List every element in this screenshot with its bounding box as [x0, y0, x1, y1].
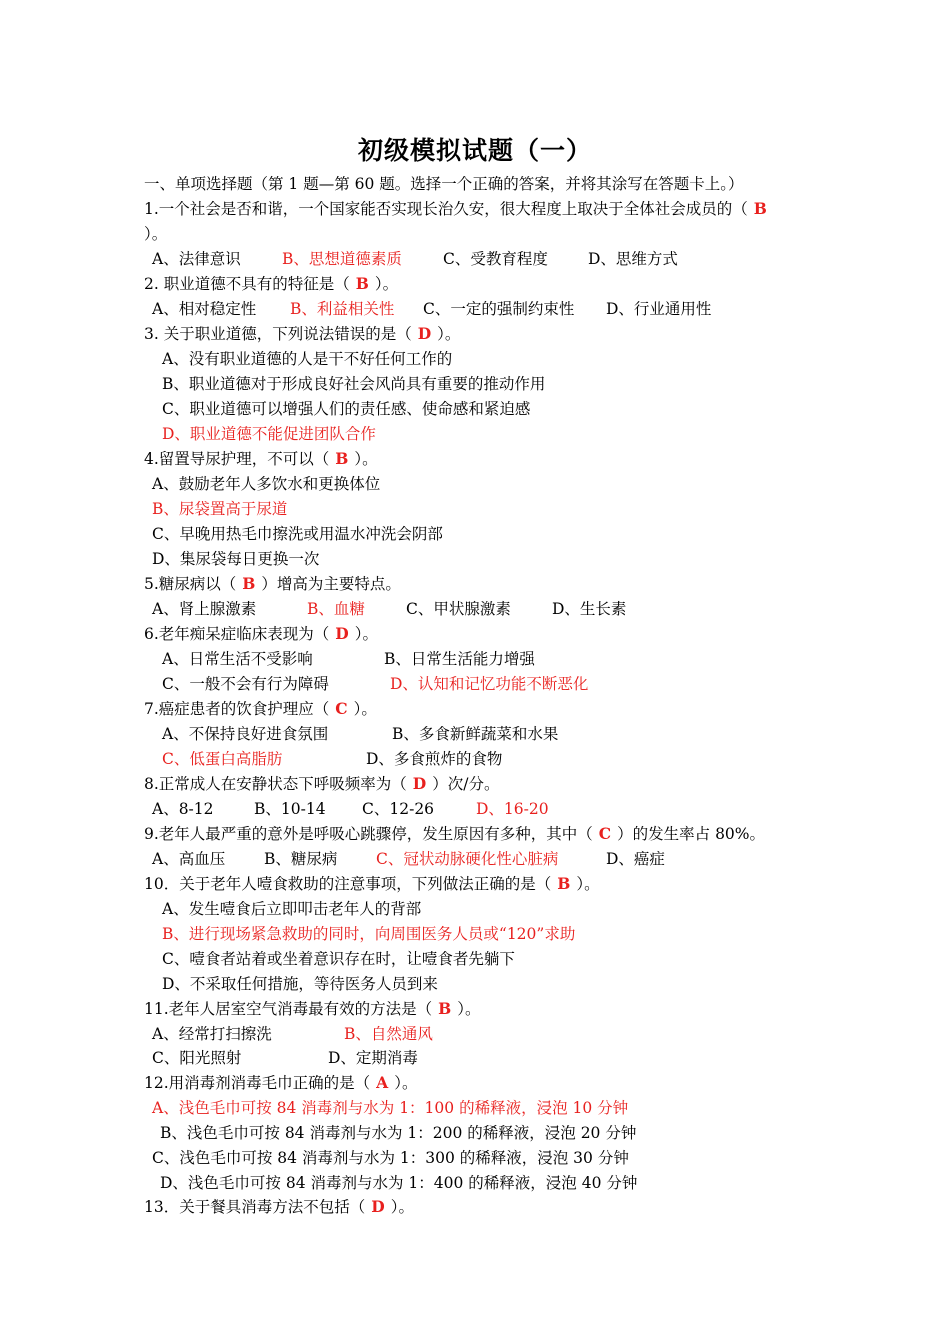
answer-letter: A — [376, 1073, 389, 1092]
option-a: A、日常生活不受影响 — [162, 650, 313, 668]
question-stem-end: ）。 — [390, 1198, 414, 1216]
option-b-correct: B、自然通风 — [344, 1025, 433, 1043]
option-a: A、法律意识 — [152, 250, 241, 268]
question-5-stem — [144, 574, 401, 594]
option-c: C、甲状腺激素 — [406, 600, 511, 618]
question-stem-text: 8.正常成人在安静状态下呼吸频率为（ — [144, 775, 407, 793]
question-7-stem — [144, 699, 377, 719]
answer-letter: D — [412, 774, 427, 793]
question-10-stem — [144, 874, 600, 894]
option-b-correct: B、血糖 — [307, 600, 365, 618]
option-a-correct: A、浅色毛巾可按 84 消毒剂与水为 1：100 的稀释液，浸泡 10 分钟 — [152, 1099, 629, 1117]
question-stem-end: ）。 — [354, 450, 378, 468]
option-b-correct: B、利益相关性 — [290, 300, 395, 318]
question-3-stem — [144, 324, 460, 344]
option-c: C、职业道德可以增强人们的责任感、使命感和紧迫感 — [162, 400, 531, 418]
question-stem-end: ）。 — [394, 1074, 418, 1092]
option-c: C、噎食者站着或坐着意识存在时，让噎食者先躺下 — [162, 950, 515, 968]
answer-letter: D — [417, 324, 432, 343]
question-1-stem-cont: ）。 — [144, 225, 168, 243]
question-2-stem — [144, 274, 398, 294]
answer-letter: B — [557, 874, 571, 893]
option-c: C、12-26 — [362, 800, 435, 818]
answer-letter: B — [438, 999, 452, 1018]
question-stem-text: 13．关于餐具消毒方法不包括（ — [144, 1198, 366, 1216]
answer-letter: B — [355, 274, 369, 293]
question-6-stem — [144, 624, 378, 644]
question-stem-text: 6.老年痴呆症临床表现为（ — [144, 625, 330, 643]
option-a: A、没有职业道德的人是干不好任何工作的 — [162, 350, 453, 368]
option-c: C、一定的强制约束性 — [423, 300, 575, 318]
question-9-stem — [144, 824, 765, 844]
option-a: A、8-12 — [152, 800, 214, 818]
section-header: 一、单项选择题（第 1 题—第 60 题。选择一个正确的答案，并将其涂写在答题卡上。） — [144, 175, 744, 193]
option-d: D、定期消毒 — [328, 1049, 418, 1067]
question-stem-end: ）。 — [437, 325, 461, 343]
question-stem-end: ）。 — [576, 875, 600, 893]
option-a: A、鼓励老年人多饮水和更换体位 — [152, 475, 381, 493]
option-c: C、一般不会有行为障碍 — [162, 675, 329, 693]
question-1-stem — [144, 199, 773, 219]
question-stem-text: 4.留置导尿护理，不可以（ — [144, 450, 330, 468]
option-b: B、10-14 — [254, 800, 326, 818]
question-stem-end: ）。 — [374, 275, 399, 293]
option-d-correct: D、认知和记忆功能不断恶化 — [390, 675, 589, 693]
option-c: C、浅色毛巾可按 84 消毒剂与水为 1：300 的稀释液，浸泡 30 分钟 — [152, 1149, 629, 1167]
option-d: D、行业通用性 — [606, 300, 712, 318]
question-stem-text: 3. 关于职业道德，下列说法错误的是（ — [144, 325, 412, 343]
question-stem-end: ）次/分。 — [432, 775, 500, 793]
option-a: A、经常打扫擦洗 — [152, 1025, 272, 1043]
answer-letter: D — [335, 624, 349, 643]
answer-letter: D — [371, 1197, 385, 1216]
option-d: D、不采取任何措施，等待医务人员到来 — [162, 975, 438, 993]
answer-letter: B — [335, 449, 349, 468]
option-c: C、受教育程度 — [443, 250, 548, 268]
option-a: A、肾上腺激素 — [152, 600, 257, 618]
question-stem-text: 10．关于老年人噎食救助的注意事项，下列做法正确的是（ — [144, 875, 552, 893]
question-11-stem — [144, 999, 481, 1019]
option-b: B、糖尿病 — [264, 850, 338, 868]
question-stem-text: 12.用消毒剂消毒毛巾正确的是（ — [144, 1074, 371, 1092]
question-stem-end: ）。 — [354, 625, 379, 643]
question-stem-end: ）。 — [353, 700, 377, 718]
question-stem-text: 7.癌症患者的饮食护理应（ — [144, 700, 330, 718]
option-d: D、浅色毛巾可按 84 消毒剂与水为 1：400 的稀释液，浸泡 40 分钟 — [160, 1174, 638, 1192]
option-c-correct: C、冠状动脉硬化性心脏病 — [376, 850, 559, 868]
option-b-correct: B、尿袋置高于尿道 — [152, 500, 288, 518]
option-b: B、浅色毛巾可按 84 消毒剂与水为 1：200 的稀释液，浸泡 20 分钟 — [160, 1124, 637, 1142]
question-stem-text: 1.一个社会是否和谐，一个国家能否实现长治久安，很大程度上取决于全体社会成员的（ — [144, 200, 748, 218]
option-b: B、多食新鲜蔬菜和水果 — [392, 725, 559, 743]
answer-letter: C — [598, 824, 612, 843]
option-b-correct: B、思想道德素质 — [282, 250, 402, 268]
option-d-correct: D、16-20 — [476, 800, 549, 818]
option-d: D、生长素 — [552, 600, 627, 618]
option-d: D、癌症 — [606, 850, 665, 868]
question-12-stem — [144, 1073, 417, 1093]
option-c: C、早晚用热毛巾擦洗或用温水冲洗会阴部 — [152, 525, 443, 543]
question-13-stem — [144, 1197, 414, 1217]
question-stem-text: 5.糖尿病以（ — [144, 575, 237, 593]
option-a: A、不保持良好进食氛围 — [162, 725, 329, 743]
question-stem-end: ）。 — [457, 1000, 481, 1018]
option-a: A、相对稳定性 — [152, 300, 257, 318]
question-4-stem — [144, 449, 378, 469]
option-b-correct: B、进行现场紧急救助的同时，向周围医务人员或“120”求助 — [162, 925, 576, 943]
page-title: 初级模拟试题（一） — [357, 136, 592, 165]
question-stem-end: ）的发生率占 80%。 — [617, 825, 766, 843]
question-stem-end: ）增高为主要特点。 — [261, 575, 401, 593]
question-stem-text: 2. 职业道德不具有的特征是（ — [144, 275, 350, 293]
option-b: B、职业道德对于形成良好社会风尚具有重要的推动作用 — [162, 375, 546, 393]
option-c: C、阳光照射 — [152, 1049, 242, 1067]
option-a: A、发生噎食后立即叩击老年人的背部 — [162, 900, 422, 918]
option-b: B、日常生活能力增强 — [384, 650, 535, 668]
option-d: D、集尿袋每日更换一次 — [152, 550, 320, 568]
answer-letter: B — [753, 199, 767, 218]
question-stem-text: 9.老年人最严重的意外是呼吸心跳骤停，发生原因有多种，其中（ — [144, 825, 593, 843]
option-d: D、多食煎炸的食物 — [366, 750, 503, 768]
option-d: D、思维方式 — [588, 250, 678, 268]
question-stem-text: 11.老年人居室空气消毒最有效的方法是（ — [144, 1000, 433, 1018]
option-a: A、高血压 — [152, 850, 226, 868]
question-8-stem — [144, 774, 499, 794]
answer-letter: B — [242, 574, 256, 593]
answer-letter: C — [335, 699, 348, 718]
option-d-correct: D、职业道德不能促进团队合作 — [162, 425, 376, 443]
option-c-correct: C、低蛋白高脂肪 — [162, 750, 283, 768]
